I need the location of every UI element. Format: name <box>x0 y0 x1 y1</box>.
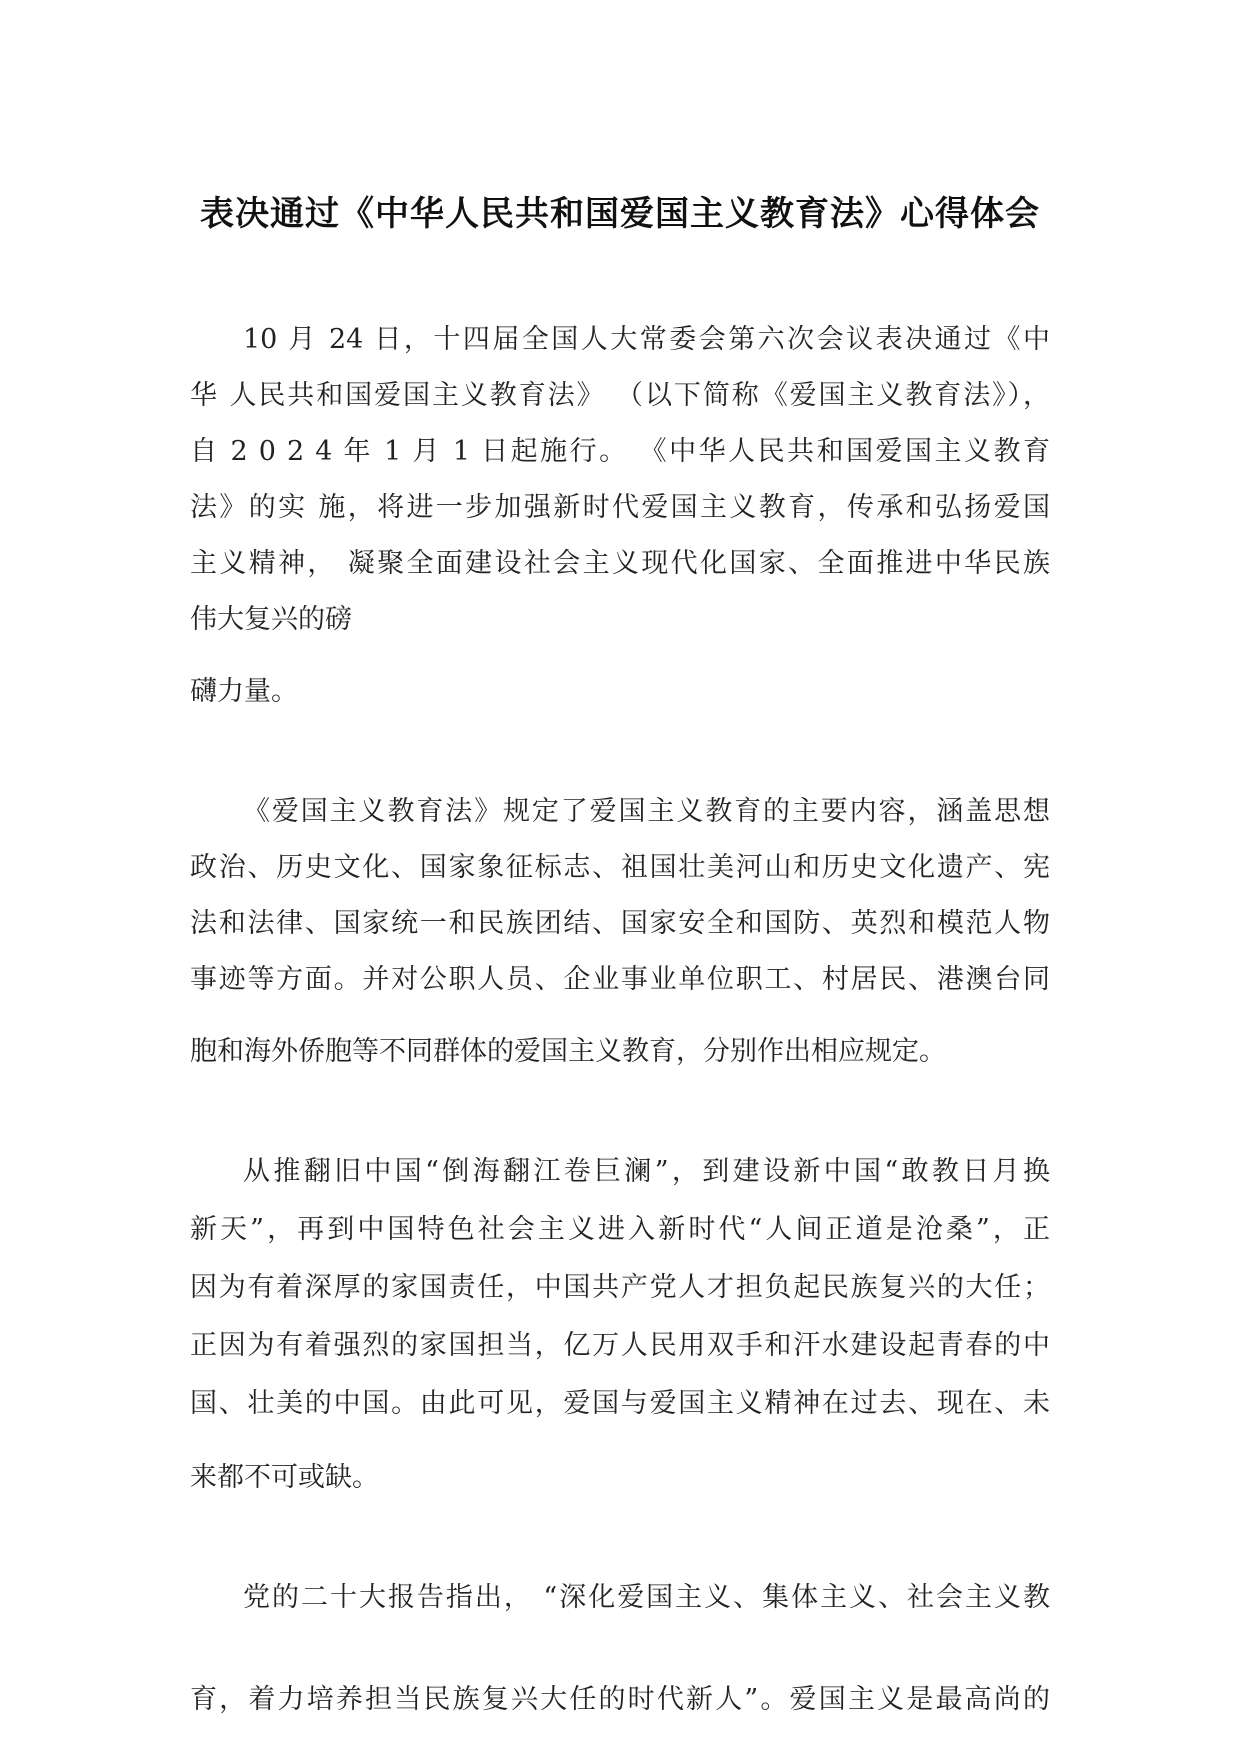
paragraph-line: 国、壮美的中国。由此可见，爱国与爱国主义精神在过去、现在、未 <box>190 1388 1050 1419</box>
paragraph-line: 育，着力培养担当民族复兴大任的时代新人”。爱国主义是最高尚的 <box>190 1684 1050 1715</box>
paragraph-line: 正因为有着强烈的家国担当，亿万人民用双手和汗水建设起青春的中 <box>190 1330 1050 1361</box>
paragraph-line: 来都不可或缺。 <box>190 1462 379 1493</box>
paragraph-line: 事迹等方面。并对公职人员、企业事业单位职工、村居民、港澳台同 <box>190 964 1050 995</box>
paragraph-line: 主义精神， 凝聚全面建设社会主义现代化国家、全面推进中华民族 <box>190 548 1050 579</box>
paragraph-line: 华 人民共和国爱国主义教育法》 （以下简称《爱国主义教育法》）， <box>190 380 1050 411</box>
paragraph-line: 法》的实 施，将进一步加强新时代爱国主义教育，传承和弘扬爱国 <box>190 492 1050 523</box>
paragraph-line: 从推翻旧中国“倒海翻江卷巨澜”，到建设新中国“敢教日月换 <box>243 1156 1050 1187</box>
paragraph-line: 自 2 0 2 4 年 1 月 1 日起施行。 《中华人民共和国爱国主义教育 <box>190 436 1050 467</box>
paragraph-line: 法和法律、国家统一和民族团结、国家安全和国防、英烈和模范人物 <box>190 908 1050 939</box>
paragraph-line: 新天”，再到中国特色社会主义进入新时代“人间正道是沧桑”，正 <box>190 1214 1050 1245</box>
paragraph-line: 礴力量。 <box>190 676 298 707</box>
paragraph-line: 10 月 24 日，十四届全国人大常委会第六次会议表决通过《中 <box>243 324 1050 355</box>
paragraph-line: 胞和海外侨胞等不同群体的爱国主义教育，分别作出相应规定。 <box>190 1036 946 1067</box>
paragraph-line: 《爱国主义教育法》规定了爱国主义教育的主要内容，涵盖思想 <box>243 796 1050 827</box>
paragraph-line: 政治、历史文化、国家象征标志、祖国壮美河山和历史文化遗产、宪 <box>190 852 1050 883</box>
paragraph-line: 因为有着深厚的家国责任，中国共产党人才担负起民族复兴的大任； <box>190 1272 1050 1303</box>
paragraph-line: 伟大复兴的磅 <box>190 604 352 635</box>
paragraph-line: 党的二十大报告指出， “深化爱国主义、集体主义、社会主义教 <box>243 1582 1050 1613</box>
document-title: 表决通过《中华人民共和国爱国主义教育法》心得体会 <box>200 194 1040 234</box>
